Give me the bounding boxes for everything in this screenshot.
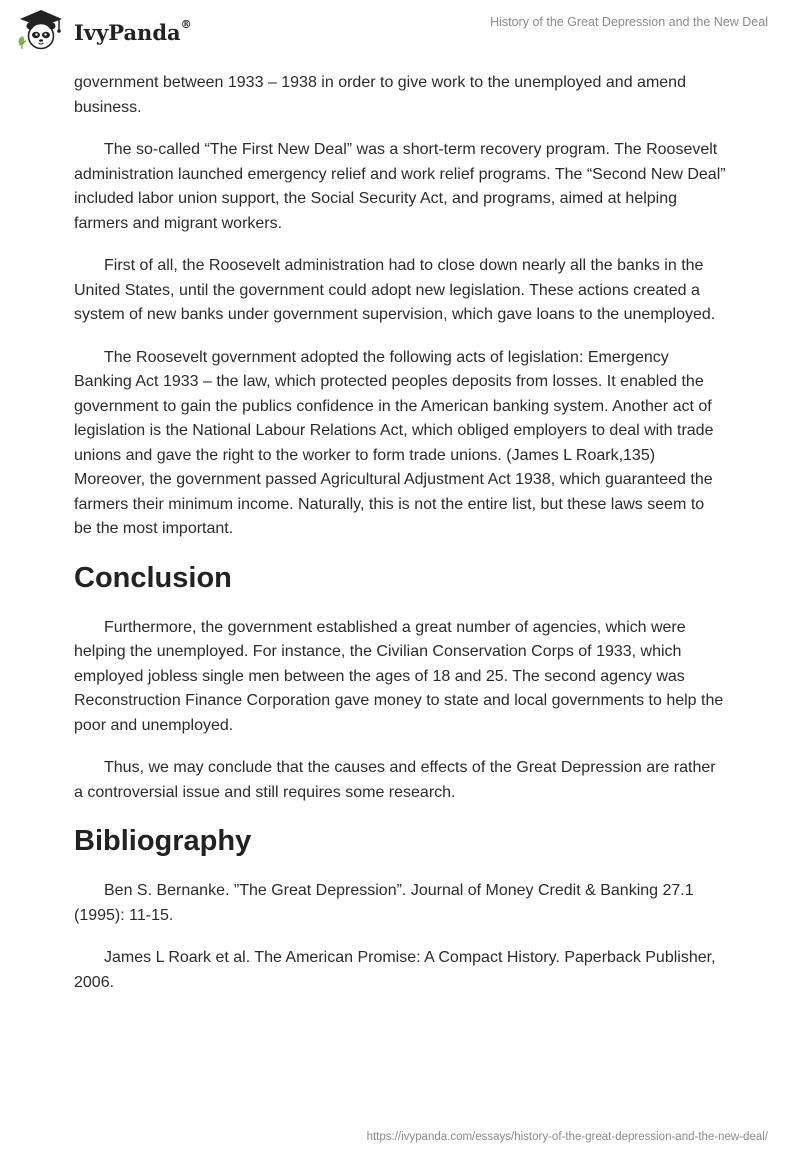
paragraph-conclusion: Thus, we may conclude that the causes and effects of the Great Depression are rather a controversial issue and still requires some research. — [74, 759, 716, 801]
essay-body — [74, 71, 726, 1013]
ivypanda-logo[interactable] — [14, 6, 192, 52]
brand-name: IvyPanda® — [74, 17, 192, 45]
paragraph-legislation: The Roosevelt government adopted the following acts of legislation: Emergency Banking Act 1933 – the law, which protected peoples deposits from losses. It enabled the government to gain the publics confidence in the American banking system. Another act of legislation is the National Labour Relations Act, which obliged employers to deal with trade unions and gave the right to the worker to form trade unions. (James L Roark,135) Moreover, the government passed Agricultural Adjustment Act 1938, which guaranteed the farmers their minimum income. Naturally, this is not the entire list, but these laws seem to be the most important. — [74, 348, 714, 537]
document-title: History of the Great Depression and the New Deal — [490, 15, 768, 29]
conclusion-heading: Conclusion — [74, 561, 232, 594]
bibliography-entry: James L Roark et al. The American Promise: A Compact History. Paperback Publisher, 2006. — [74, 949, 716, 991]
bibliography-heading: Bibliography — [74, 825, 252, 857]
paragraph-new-deal: The so-called “The First New Deal” was a short-term recovery program. The Roosevelt administration launched emergency relief and work relief programs. The “Second New Deal” included labor union support, the Social Security Act, and programs, aimed at helping farmers and migrant workers. — [74, 141, 726, 232]
bibliography-entry: Ben S. Bernanke. ”The Great Depression”. Journal of Money Credit & Banking 27.1 (1995): 11-15. — [74, 882, 694, 924]
paragraph-agencies: Furthermore, the government established a great number of agencies, which were helping the unemployed. For instance, the Civilian Conservation Corps of 1933, which employed jobless single men between the ages of 18 and 25. The second agency was Reconstruction Finance Corporation gave money to state and local governments to help the poor and unemployed. — [74, 618, 724, 734]
panda-graduate-icon — [14, 6, 66, 52]
source-url[interactable]: https://ivypanda.com/essays/history-of-the-great-depression-and-the-new-deal/ — [366, 1131, 768, 1143]
paragraph-banks: First of all, the Roosevelt administration had to close down nearly all the banks in the United States, until the government could adopt new legislation. These actions created a system of new banks under government supervision, which gave loans to the unemployed. — [74, 257, 716, 323]
paragraph-continuation: government between 1933 – 1938 in order to give work to the unemployed and amend business. — [74, 74, 686, 116]
page-header — [0, 0, 800, 70]
